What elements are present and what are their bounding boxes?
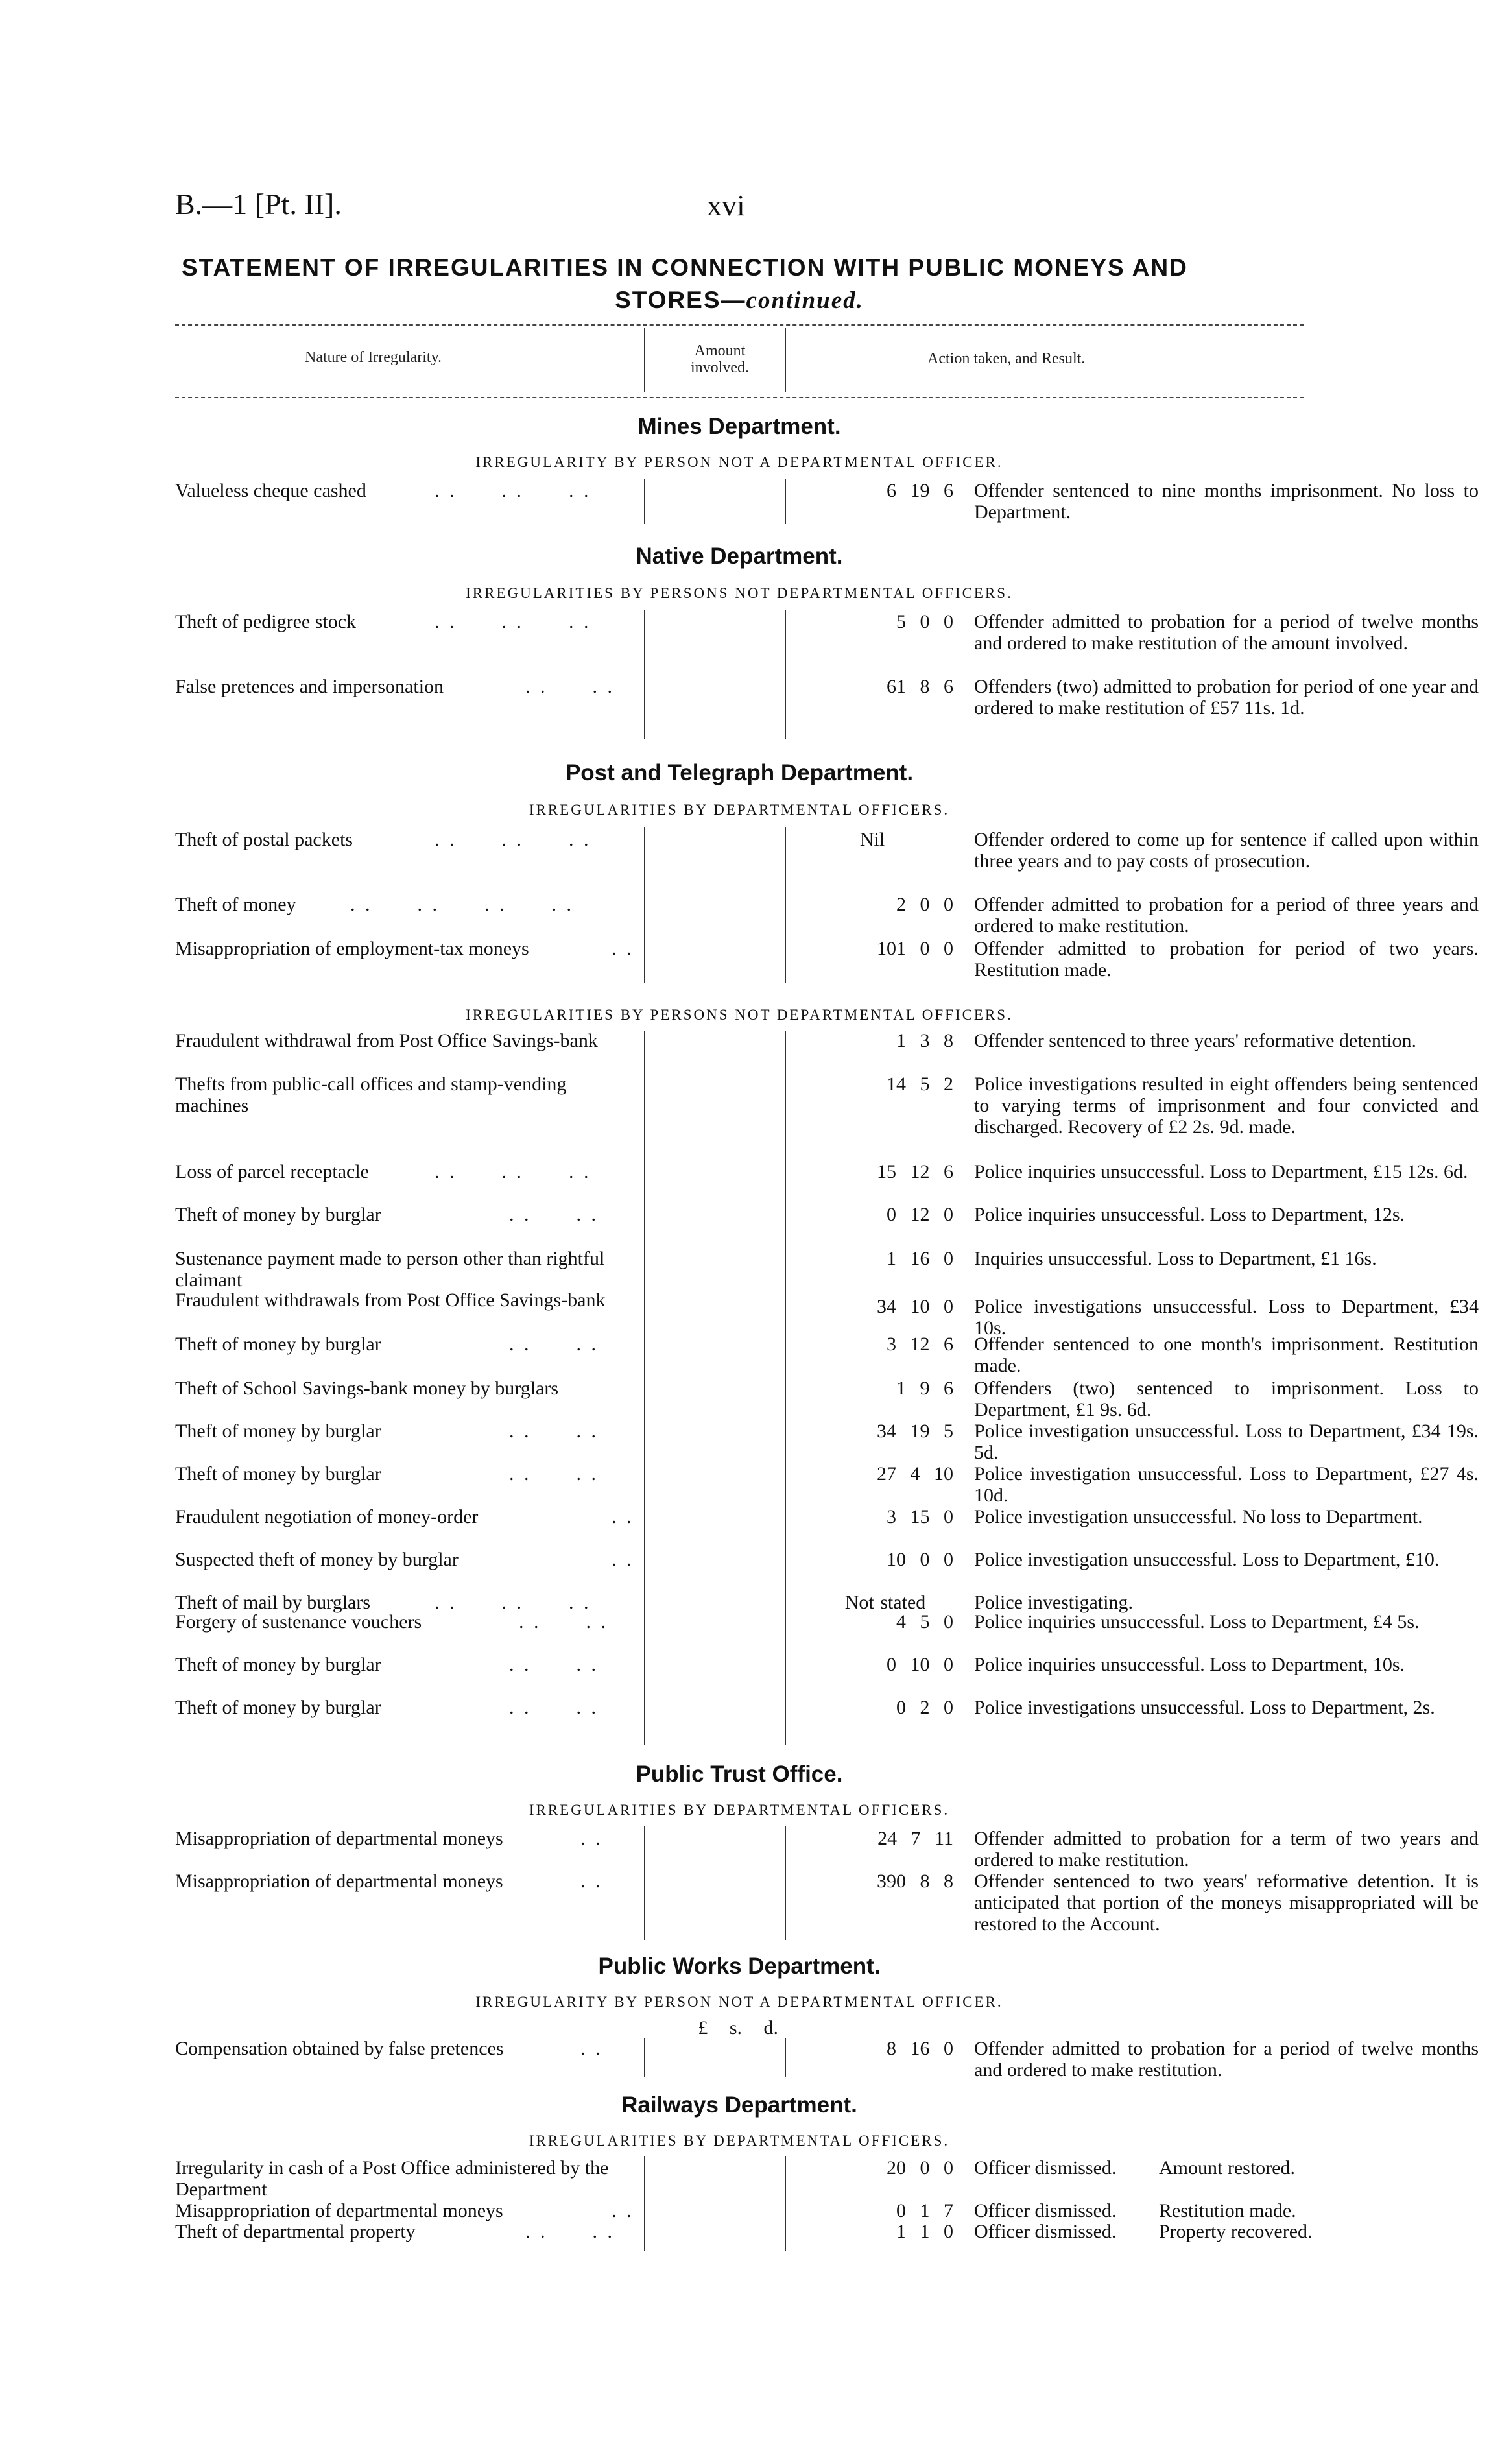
row-amount: 20 0 0 <box>887 2157 953 2179</box>
row-action: Offenders (two) sentenced to imprisonment. Loss to Department, £1 9s. 6d. <box>974 1378 1479 1420</box>
leader-dots: . . <box>580 1828 603 1849</box>
title-continued: continued. <box>746 287 864 314</box>
section-title: Railways Department. <box>621 2092 857 2118</box>
amount-divider <box>644 479 645 524</box>
section-title: Public Trust Office. <box>636 1762 843 1787</box>
row-amount: 1 9 6 <box>896 1378 953 1399</box>
row-nature: Suspected theft of money by burglar <box>175 1549 459 1570</box>
row-action: Officer dismissed. <box>974 2157 1117 2179</box>
row-action: Police inquiries unsuccessful. Loss to Department, £15 12s. 6d. <box>974 1161 1468 1182</box>
leader-dots: . . . . . . <box>435 1592 591 1613</box>
row-amount: 0 2 0 <box>896 1697 953 1718</box>
row-action: Offender admitted to probation for a period of twelve months and ordered to make restitution of the amount involved. <box>974 611 1479 654</box>
row-amount: 14 5 2 <box>887 1073 953 1095</box>
leader-dots: . . . . <box>435 1334 599 1355</box>
row-amount: 1 16 0 <box>887 1248 953 1269</box>
row-action: Offender sentenced to three years' reformative detention. <box>974 1030 1417 1051</box>
row-amount: 3 15 0 <box>887 1506 953 1527</box>
leader-dots: . . . . . . . . <box>350 894 574 915</box>
section-title: Post and Telegraph Department. <box>565 760 914 785</box>
row-nature: Forgery of sustenance vouchers <box>175 1611 422 1633</box>
row-nature: Theft of postal packets <box>175 829 353 850</box>
row-nature: Valueless cheque cashed <box>175 480 366 501</box>
section-subtitle: IRREGULARITIES BY PERSONS NOT DEPARTMENTAL OFFICERS. <box>466 1007 1013 1023</box>
row-nature: Misappropriation of departmental moneys <box>175 1828 503 1849</box>
header-rule-bottom <box>175 397 1304 398</box>
row-amount: 34 19 5 <box>877 1420 953 1442</box>
row-nature: Theft of money by burglar <box>175 1420 381 1442</box>
row-amount: 15 12 6 <box>877 1161 953 1182</box>
column-header-nature: Nature of Irregularity. <box>305 349 442 366</box>
row-nature: Misappropriation of employment-tax moneys <box>175 938 529 959</box>
row-action: Police investigation unsuccessful. Loss to Department, £34 19s. 5d. <box>974 1420 1479 1463</box>
leader-dots: . . . . . . <box>435 829 591 850</box>
row-nature: Theft of mail by burglars <box>175 1592 371 1613</box>
row-amount: 5 0 0 <box>896 611 953 632</box>
row-amount: 6 19 6 <box>887 480 953 501</box>
leader-dots: . . . . <box>435 1420 599 1442</box>
row-nature: Fraudulent negotiation of money-order <box>175 1506 479 1527</box>
section-title: Public Works Department. <box>598 1954 881 1979</box>
leader-dots: . . <box>580 2038 603 2059</box>
row-amount: Not stated <box>844 1592 926 1613</box>
lsd-header: £ s. d. <box>698 2017 778 2039</box>
amount-divider <box>644 827 645 983</box>
action-divider <box>785 2038 786 2077</box>
leader-dots: . . <box>580 1871 603 1892</box>
leader-dots: . . . . <box>435 1697 599 1718</box>
row-nature: Theft of money by burglar <box>175 1463 381 1485</box>
row-amount: 2 0 0 <box>896 894 953 915</box>
row-action: Offender admitted to probation for a term of two years and ordered to make restitution. <box>974 1828 1479 1871</box>
row-nature: Fraudulent withdrawals from Post Office Savings-bank <box>175 1289 606 1311</box>
row-action: Police investigation unsuccessful. Loss to Department, £27 4s. 10d. <box>974 1463 1479 1506</box>
row-amount: 10 0 0 <box>887 1549 953 1570</box>
row-action: Offender admitted to probation for period of two years. Restitution made. <box>974 938 1479 981</box>
row-nature: Loss of parcel receptacle <box>175 1161 369 1182</box>
action-divider <box>785 827 786 983</box>
row-nature: Theft of departmental property <box>175 2221 416 2242</box>
row-action: Police inquiries unsuccessful. Loss to Department, £4 5s. <box>974 1611 1420 1633</box>
row-action: Offender admitted to probation for a period of three years and ordered to make restitution. <box>974 894 1479 937</box>
row-nature: Compensation obtained by false pretences <box>175 2038 504 2059</box>
row-action: Offender ordered to come up for sentence if called upon within three years and to pay costs of prosecution. <box>974 829 1479 872</box>
header-divider-1 <box>644 328 645 392</box>
row-action: Offenders (two) admitted to probation for period of one year and ordered to make restitution of £57 11s. 1d. <box>974 676 1479 719</box>
row-amount: 8 16 0 <box>887 2038 953 2059</box>
leader-dots: . . . . <box>525 676 615 697</box>
row-result: Amount restored. <box>1159 2157 1295 2179</box>
row-amount: 390 8 8 <box>877 1871 953 1892</box>
leader-dots: . . . . <box>519 1611 608 1633</box>
row-nature: Irregularity in cash of a Post Office administered by the Department <box>175 2157 609 2200</box>
section-title: Mines Department. <box>637 414 841 439</box>
row-amount: 24 7 11 <box>877 1828 953 1849</box>
row-nature: Theft of money by burglar <box>175 1334 381 1355</box>
leader-dots: . . . . <box>525 2221 615 2242</box>
row-nature: Sustenance payment made to person other than rightful claimant <box>175 1248 605 1291</box>
row-action: Inquiries unsuccessful. Loss to Department, £1 16s. <box>974 1248 1377 1269</box>
leader-dots: . . <box>612 1506 634 1527</box>
section-subtitle: IRREGULARITIES BY DEPARTMENTAL OFFICERS. <box>529 1802 950 1818</box>
row-amount: 34 10 0 <box>877 1296 953 1317</box>
action-divider <box>785 479 786 524</box>
action-divider <box>785 1031 786 1745</box>
action-divider <box>785 610 786 739</box>
row-amount: 1 1 0 <box>896 2221 953 2242</box>
header-divider-2 <box>785 328 786 392</box>
title-line-2: STORES— <box>615 287 746 313</box>
row-amount: 0 10 0 <box>887 1654 953 1675</box>
leader-dots: . . <box>612 1549 634 1570</box>
row-amount: 0 12 0 <box>887 1204 953 1225</box>
leader-dots: . . <box>612 938 634 959</box>
section-title: Native Department. <box>636 544 843 569</box>
leader-dots: . . . . . . <box>435 1161 591 1182</box>
page-number: xvi <box>707 189 745 222</box>
row-nature: Theft of money by burglar <box>175 1204 381 1225</box>
row-action: Officer dismissed. <box>974 2221 1117 2242</box>
row-nature: Thefts from public-call offices and stamp-vending machines <box>175 1073 567 1116</box>
row-amount: 61 8 6 <box>887 676 953 697</box>
header-rule-top <box>175 324 1304 326</box>
action-divider <box>785 1826 786 1940</box>
page-title <box>182 252 1297 317</box>
row-nature: Theft of money by burglar <box>175 1654 381 1675</box>
leader-dots: . . . . <box>435 1654 599 1675</box>
column-header-action: Action taken, and Result. <box>927 350 1086 367</box>
leader-dots: . . . . <box>435 1463 599 1485</box>
row-amount: Nil <box>859 829 885 850</box>
section-subtitle: IRREGULARITIES BY DEPARTMENTAL OFFICERS. <box>529 802 950 818</box>
row-action: Offender sentenced to one month's imprisonment. Restitution made. <box>974 1334 1479 1376</box>
row-nature: Fraudulent withdrawal from Post Office Savings-bank <box>175 1030 598 1051</box>
row-nature: Theft of pedigree stock <box>175 611 357 632</box>
row-action: Police investigating. <box>974 1592 1133 1613</box>
row-nature: Misappropriation of departmental moneys <box>175 2200 503 2221</box>
column-header-amount: Amount involved. <box>691 342 749 376</box>
row-nature: Theft of money by burglar <box>175 1697 381 1718</box>
leader-dots: . . . . . . <box>435 480 591 501</box>
section-subtitle: IRREGULARITIES BY DEPARTMENTAL OFFICERS. <box>529 2133 950 2149</box>
leader-dots: . . <box>612 2200 634 2221</box>
document-reference: B.—1 [Pt. II]. <box>175 187 342 221</box>
row-amount: 101 0 0 <box>877 938 953 959</box>
row-action: Police investigations unsuccessful. Loss to Department, 2s. <box>974 1697 1435 1718</box>
leader-dots: . . . . <box>435 1204 599 1225</box>
section-subtitle: IRREGULARITY BY PERSON NOT A DEPARTMENTAL OFFICER. <box>475 1994 1003 2010</box>
row-action: Police inquiries unsuccessful. Loss to Department, 10s. <box>974 1654 1405 1675</box>
row-nature: False pretences and impersonation <box>175 676 444 697</box>
row-action: Police investigation unsuccessful. No loss to Department. <box>974 1506 1423 1527</box>
row-nature: Misappropriation of departmental moneys <box>175 1871 503 1892</box>
title-line-1: STATEMENT OF IRREGULARITIES IN CONNECTION WITH PUBLIC MONEYS AND <box>182 254 1188 281</box>
row-action: Police investigations resulted in eight offenders being sentenced to varying terms of imprisonment and four convicted and discharged. Recovery of £2 2s. 9d. made. <box>974 1073 1479 1138</box>
row-action: Offender sentenced to two years' reformative detention. It is anticipated that portion of the moneys misappropriated will be restored to the Account. <box>974 1871 1479 1935</box>
leader-dots: . . . . . . <box>435 611 591 632</box>
row-nature: Theft of School Savings-bank money by burglars <box>175 1378 559 1399</box>
row-action: Police investigation unsuccessful. Loss to Department, £10. <box>974 1549 1440 1570</box>
row-result: Restitution made. <box>1159 2200 1296 2221</box>
row-action: Offender admitted to probation for a period of twelve months and ordered to make restitution. <box>974 2038 1479 2081</box>
row-amount: 3 12 6 <box>887 1334 953 1355</box>
row-nature: Theft of money <box>175 894 296 915</box>
row-amount: 27 4 10 <box>877 1463 953 1485</box>
amount-divider <box>644 610 645 739</box>
row-action: Officer dismissed. <box>974 2200 1117 2221</box>
row-amount: 0 1 7 <box>896 2200 953 2221</box>
row-action: Police inquiries unsuccessful. Loss to Department, 12s. <box>974 1204 1405 1225</box>
row-action: Offender sentenced to nine months imprisonment. No loss to Department. <box>974 480 1479 523</box>
section-subtitle: IRREGULARITIES BY PERSONS NOT DEPARTMENTAL OFFICERS. <box>466 585 1013 601</box>
row-result: Property recovered. <box>1159 2221 1313 2242</box>
row-action: Police investigations unsuccessful. Loss to Department, £34 10s. <box>974 1296 1479 1339</box>
row-amount: 4 5 0 <box>896 1611 953 1633</box>
section-subtitle: IRREGULARITY BY PERSON NOT A DEPARTMENTAL OFFICER. <box>475 454 1003 470</box>
row-amount: 1 3 8 <box>896 1030 953 1051</box>
